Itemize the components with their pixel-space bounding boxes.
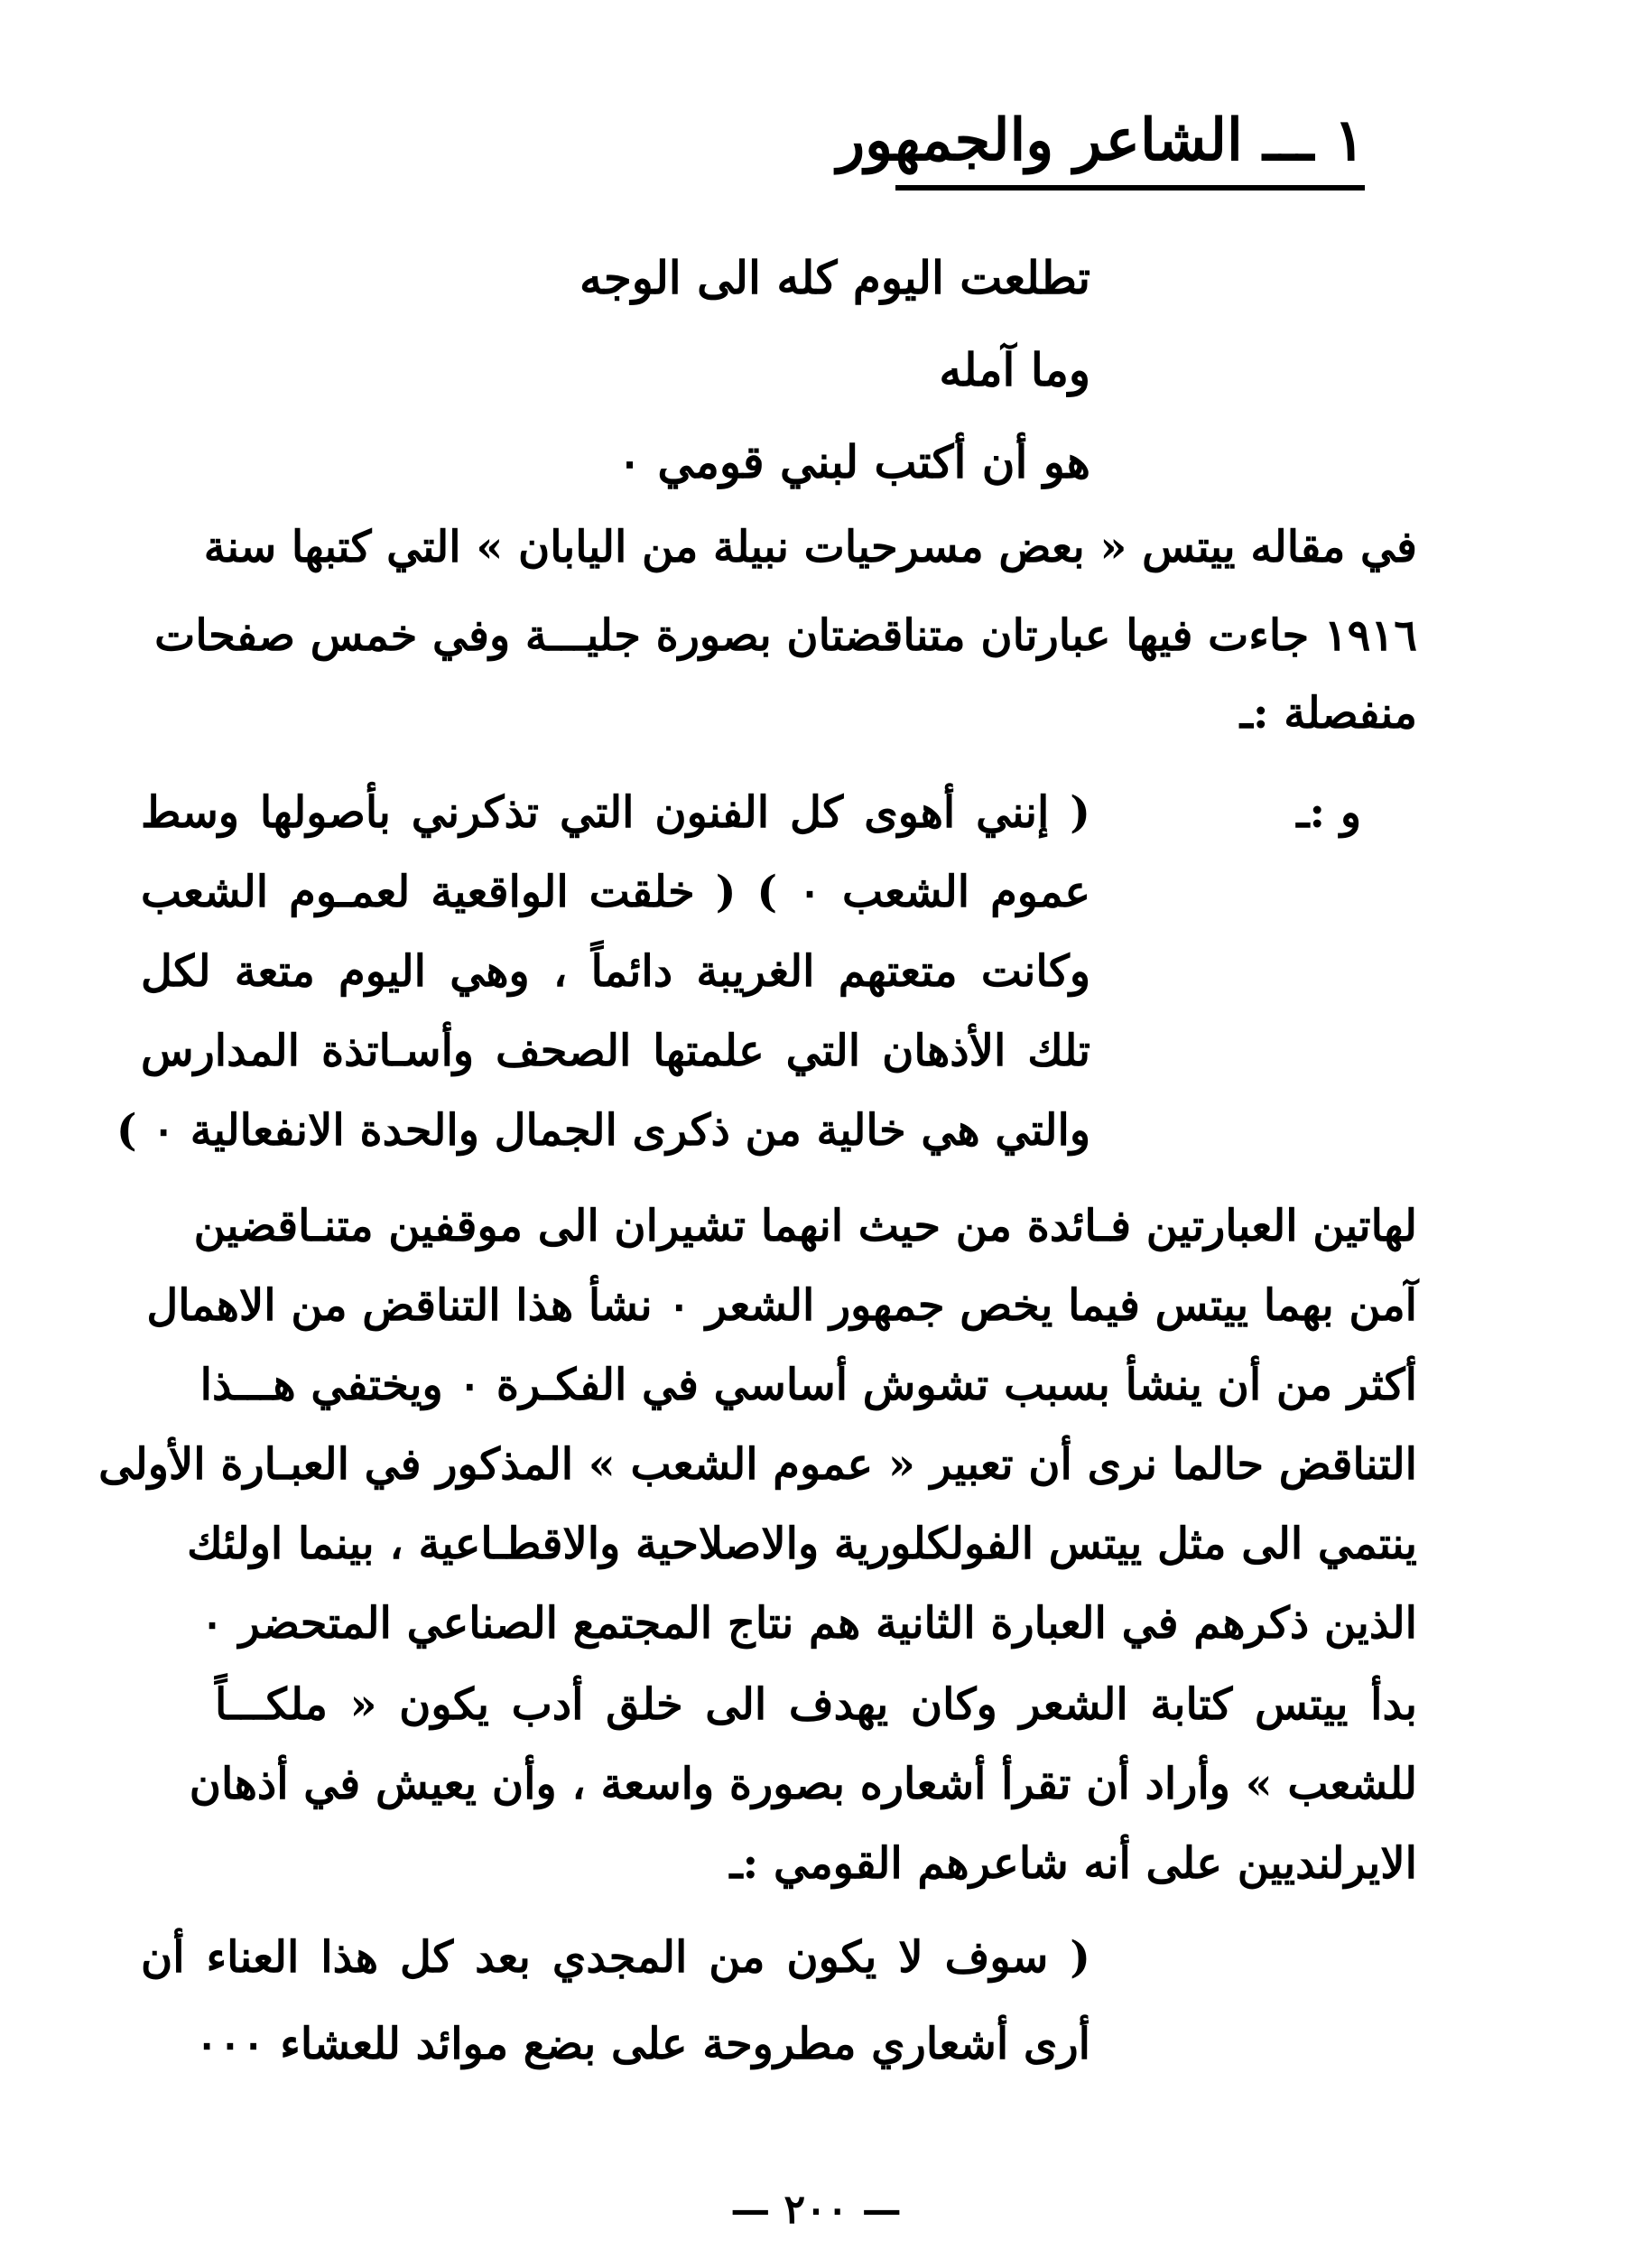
paragraph-line: للشعب » وأراد أن تقرأ أشعاره بصورة واسعة ، وأن يعيش في أذهان [189, 1759, 1417, 1809]
paragraph-line: الذين ذكرهم في العبارة الثانية هم نتاج المجتمع الصناعي المتحضر ٠ [200, 1598, 1417, 1649]
quote-line: ( سوف لا يكون من المجدي بعد كل هذا العناء أن [141, 1932, 1090, 1983]
section-heading: ١ ـــ الشاعر والجمهور [837, 107, 1365, 174]
paragraph-line: ينتمي الى مثل ييتس الفولكلورية والاصلاحية والاقطـاعية ، بينما اولئك [187, 1519, 1417, 1569]
paragraph-line: آمن بهما ييتس فيما يخص جمهور الشعر ٠ نشأ هذا التناقض من الاهمال [146, 1280, 1417, 1331]
paragraph-line: في مقاله ييتس « بعض مسرحيات نبيلة من اليابان » التي كتبها سنة [203, 522, 1417, 572]
quote-line: عموم الشعب ٠ ) ( خلقت الواقعية لعمـوم الشعب [141, 867, 1090, 917]
quote-line: ( إنني أهوى كل الفنون التي تذكرني بأصولها وسط [141, 787, 1090, 838]
paragraph-line: أكثر من أن ينشأ بسبب تشوش أساسي في الفكـرة ٠ ويختفي هـــذا [199, 1360, 1417, 1410]
quote-line: أرى أشعاري مطروحة على بضع موائد للعشاء ٠٠٠ [195, 2019, 1090, 2069]
heading-underline [895, 185, 1365, 191]
epigraph-line: هو أن أكتب لبني قومي ٠ [617, 435, 1090, 488]
quote-marker: و :ـ [1296, 787, 1361, 838]
epigraph-line: تطلعت اليوم كله الى الوجه [580, 251, 1090, 304]
quote-line: وكانت متعتهم الغريبة دائماً ، وهي اليوم متعة لكل [141, 946, 1090, 997]
quote-line: تلك الأذهان التي علمتها الصحف وأسـاتذة المدارس [141, 1026, 1090, 1076]
paragraph-line: لهاتين العبارتين فـائدة من حيث انهما تشيران الى موقفين متنـاقضين [193, 1201, 1417, 1251]
page-number: — ٢٠٠ — [730, 2187, 902, 2233]
quote-line: والتي هي خالية من ذكرى الجمال والحدة الانفعالية ٠ ) [116, 1105, 1090, 1156]
paragraph-line: ١٩١٦ جاءت فيها عبارتان متناقضتان بصورة جليـــة وفي خمس صفحات [154, 610, 1417, 661]
paragraph-line: التناقض حالما نرى أن تعبير « عموم الشعب » المذكور في العبـارة الأولى [98, 1439, 1417, 1490]
epigraph-line: وما آمله [939, 343, 1090, 396]
paragraph-line: منفصلة :ـ [1239, 688, 1417, 739]
paragraph-line: بدأ ييتس كتابة الشعر وكان يهدف الى خلق أدب يكون « ملكـــاً [215, 1679, 1417, 1730]
paragraph-line: الايرلنديين على أنه شاعرهم القومي :ـ [729, 1838, 1417, 1889]
